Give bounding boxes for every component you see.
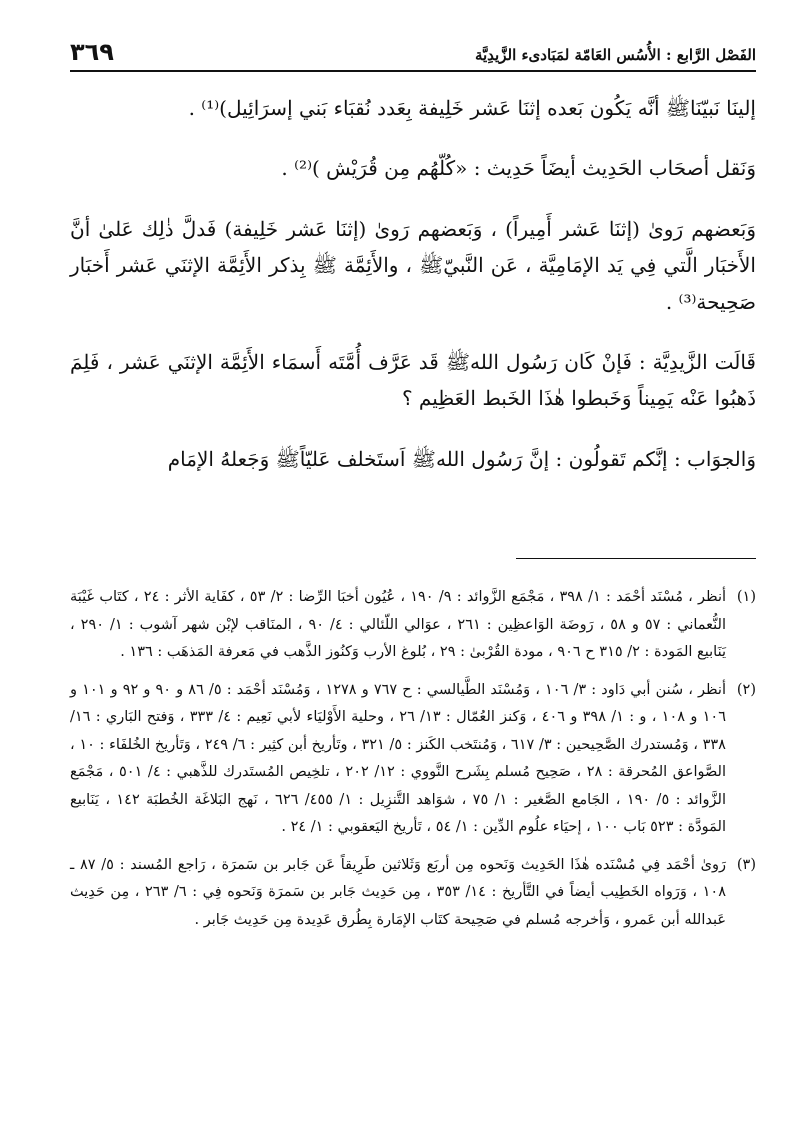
- footnote-separator: [516, 558, 756, 559]
- chapter-title: الفَصْل الرَّابع : الأُسُس العَامّة لمَبَادىء الزَّيدِيَّة: [474, 46, 756, 64]
- paragraph: وَبَعضهم رَوىٰ (إثنَا عَشر أَمِيراً) ، وَبَعضهم رَوىٰ (إثنَا عَشر خَلِيفة) فَدلَّ ذٰلِك عَلىٰ أنَّ الأَخبَار الَّتي فِي يَد الإمَامِيَّة ، عَن النَّبيّﷺ ، والأَئِمَّة ﷺ بِذكر الأَئِمَّة الإثنَي عَشر أَخبَار صَحِيحة⁽³⁾ .: [70, 216, 756, 314]
- footnote-text: أنظر ، سُنن أبي دَاود : ٣/ ١٠٦ ، وَمُسْنَد الطَّيالسي : ح ٧٦٧ و ١٢٧٨ ، وَمُسْنَد أحْمَد : ٥/ ٨٦ و ٩٠ و ٩٢ و ١٠١ و ١٠٦ و ١٠٨ ، و : ١/ ٣٩٨ و ٤٠٦ ، وَكنز العُمّال : ١٣/ ٢٦ ، وحلية الأَوْليَاء لأبي نَعِيم : ٤/ ٣٣٣ ، وَفتح البَاري : ١٦/ ٣٣٨ ، وَمُستدرك الصَّحِيحين : ٣/ ٦١٧ ، وَمُنتَخب الكَنز : ٥/ ٣٢١ ، وتَأريخ أبن كثِير : ٦/ ٢٤٩ ، وَتَأريخ الخُلفَاء : ١٠ ، الصَّواعق المُحرقة : ٢٨ ، صَحِيح مُسلم بِشَرح النَّووي : ١٢/ ٢٠٢ ، تلخِيص المُستَدرك للذَّهبي : ٤/ ٥٠١ ، مَجْمَع الزَّوائد : ٥/ ١٩٠ ، الجَامع الصَّغير : ١/ ٧٥ ، شوَاهد التَّنزِيل : ١/ ٤٥٥/ ٦٢٦ ، نَهج البَلاغَة الخُطبَة ١٤٢ ، يَنَابيع المَودَّة : ٥٢٣ بَاب ١٠٠ ، إحيَاء علُوم الدِّين : ١/ ٥٤ ، تَأريخ اليَعقوبي : ١/ ٢٤ .: [70, 681, 727, 836]
- footnote-number: (٣): [736, 856, 756, 873]
- footnote-number: (٢): [736, 681, 756, 698]
- footnote-text: أنظر ، مُسْنَد أحْمَد : ١/ ٣٩٨ ، مَجْمَع الزَّوائد : ٩/ ١٩٠ ، عُيُون أخبَا الرِّضا : ٢/ ٥٣ ، كفَاية الأثر : ٢٤ ، كتَاب غَيْبَة النُّعماني : ٥٧ و ٥٨ ، رَوضَة الوَاعظِين : ٢٦١ ، عوَالي اللّئالي : ٤/ ٩٠ ، المنَاقب لإبْن شهر آشوب : ١/ ٢٩٠ ، يَنَابيع المَودة : ٢/ ٣١٥ ح ٩٠٦ ، مودة القُرْبىٰ : ٢٩ ، بُلوغ الأرب وَكنُوز الذَّهب في مَعرفة المَذهَب : ١٣٦ .: [70, 589, 727, 661]
- paragraph: وَنَقل أصحَاب الحَدِيث أيضَاً حَدِيث : «كُلّهُم مِن قُرَيْش )⁽²⁾ .: [281, 156, 756, 181]
- paragraph: وَالجوَاب : إنَّكم تَقولُون : إنَّ رَسُول اللهﷺ اَستَخلف عَليّاًﷺ وَجَعلهُ الإمَام: [167, 446, 756, 471]
- footnote: [70, 852, 756, 935]
- paragraph: إلينَا نَبيّنَاﷺ أنَّه يَكُون بَعده إثنَا عَشر خَلِيفة بِعَدد نُقبَاء بَني إسرَائِيل)⁽¹⁾ .: [188, 96, 756, 120]
- page-number: ٣٦٩: [70, 38, 114, 66]
- footnote-text: رَوىٰ أحْمَد فِي مُسْنَده هٰذَا الحَدِيث وَنَحوه مِن أربَع وَثَلاثين طَرِيقاً عَن جَابر بن سَمرَة ، رَاجع المُسند : ٥/ ٨٧ ـ ١٠٨ ، وَرَواه الخَطِيب أيضاً في التَّأريخ : ١٤/ ٣٥٣ ، مِن حَدِيث جَابر بن سَمرَة وَنَحوه فِي : ٦/ ٢٦٣ ، مِن حَدِيث عَبدالله أبن عَمرو ، وَأخرجه مُسلم في صَحِيحة كتَاب الإمَارة بِطُرق عَدِيدة مِن حَدِيث جَابر .: [70, 856, 727, 929]
- book-page: [70, 30, 756, 1113]
- running-header: [70, 30, 756, 64]
- main-text: [70, 90, 756, 477]
- header-rule: [70, 70, 756, 72]
- footnote-number: (١): [736, 589, 756, 605]
- footnote: [70, 584, 756, 667]
- footnote: [70, 677, 756, 842]
- footnotes: [70, 584, 756, 945]
- paragraph: قَالَت الزَّيدِيَّة : فَإنْ كَان رَسُول اللهﷺ قَد عَرَّف أُمَّتَه أَسمَاء الأَئِمَّة الإثنَي عَشر ، فَلِمَ ذَهبُوا عَنْه يَمِيناً وَخَبطوا هٰذَا الخَبط العَظِيم ؟: [70, 349, 756, 411]
